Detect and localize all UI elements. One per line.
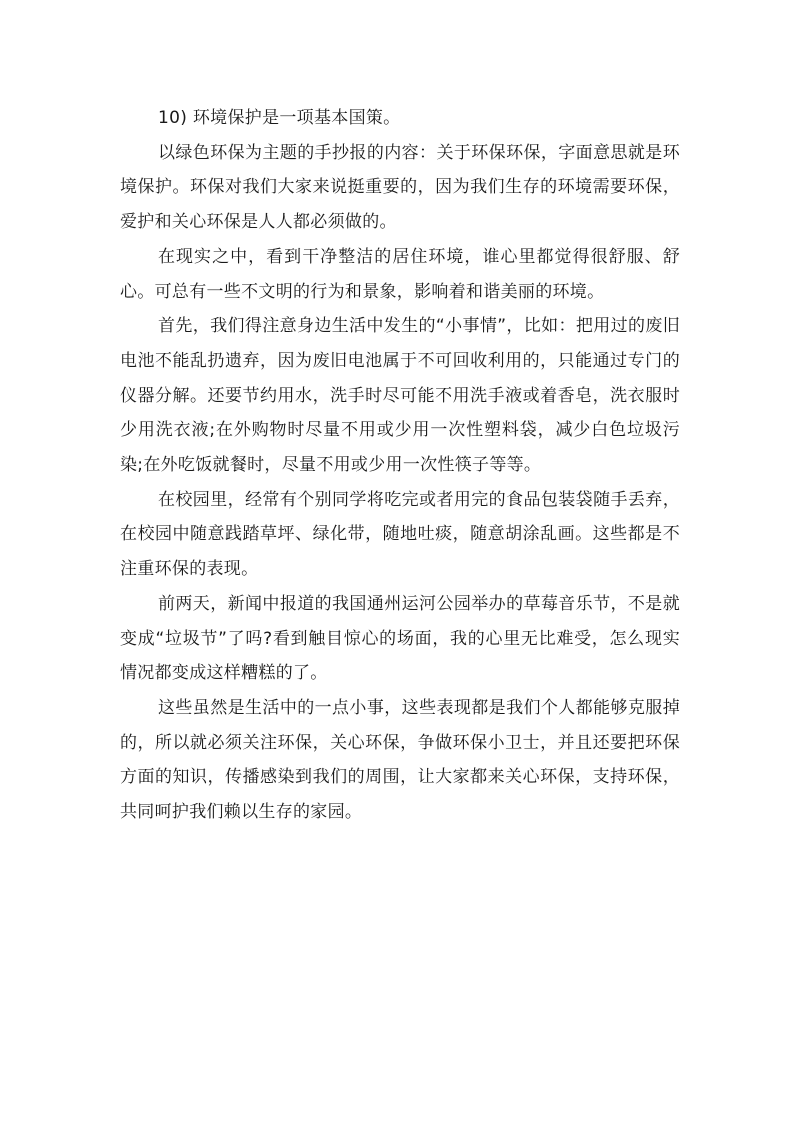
paragraph-small-things: 首先，我们得注意身边生活中发生的“小事情”，比如：把用过的废旧电池不能乱扔遗弃，因为废旧电池属于不可回收利用的，只能通过专门的仪器分解。还要节约用水，洗手时尽可能不用洗手液或着香皂，洗衣服时少用洗衣液;在外购物时尽量不用或少用一次性塑料袋，减少白色垃圾污染;在外吃饭就餐时，尽量不用或少用一次性筷子等等。	[120, 316, 680, 476]
paragraph-reality: 在现实之中，看到干净整洁的居住环境，谁心里都觉得很舒服、舒心。可总有一些不文明的行为和景象，影响着和谐美丽的环境。	[120, 246, 680, 302]
paragraph-intro: 以绿色环保为主题的手抄报的内容：关于环保环保，字面意思就是环境保护。环保对我们大家来说挺重要的，因为我们生存的环境需要环保，爱护和关心环保是人人都必须做的。	[120, 142, 680, 233]
paragraph-news: 前两天，新闻中报道的我国通州运河公园举办的草莓音乐节，不是就变成“垃圾节”了吗?看到触目惊心的场面，我的心里无比难受，怎么现实情况都变成这样糟糕的了。	[120, 593, 680, 684]
section-heading: 10) 环境保护是一项基本国策。	[158, 108, 401, 128]
paragraph-conclusion: 这些虽然是生活中的一点小事，这些表现都是我们个人都能够克服掉的，所以就必须关注环保，关心环保，争做环保小卫士，并且还要把环保方面的知识，传播感染到我们的周围，让大家都来关心环保，支持环保，共同呵护我们赖以生存的家园。	[120, 697, 680, 823]
paragraph-campus: 在校园里，经常有个别同学将吃完或者用完的食品包装袋随手丢弃，在校园中随意践踏草坪、绿化带，随地吐痰，随意胡涂乱画。这些都是不注重环保的表现。	[120, 489, 680, 580]
document-body	[120, 101, 680, 830]
